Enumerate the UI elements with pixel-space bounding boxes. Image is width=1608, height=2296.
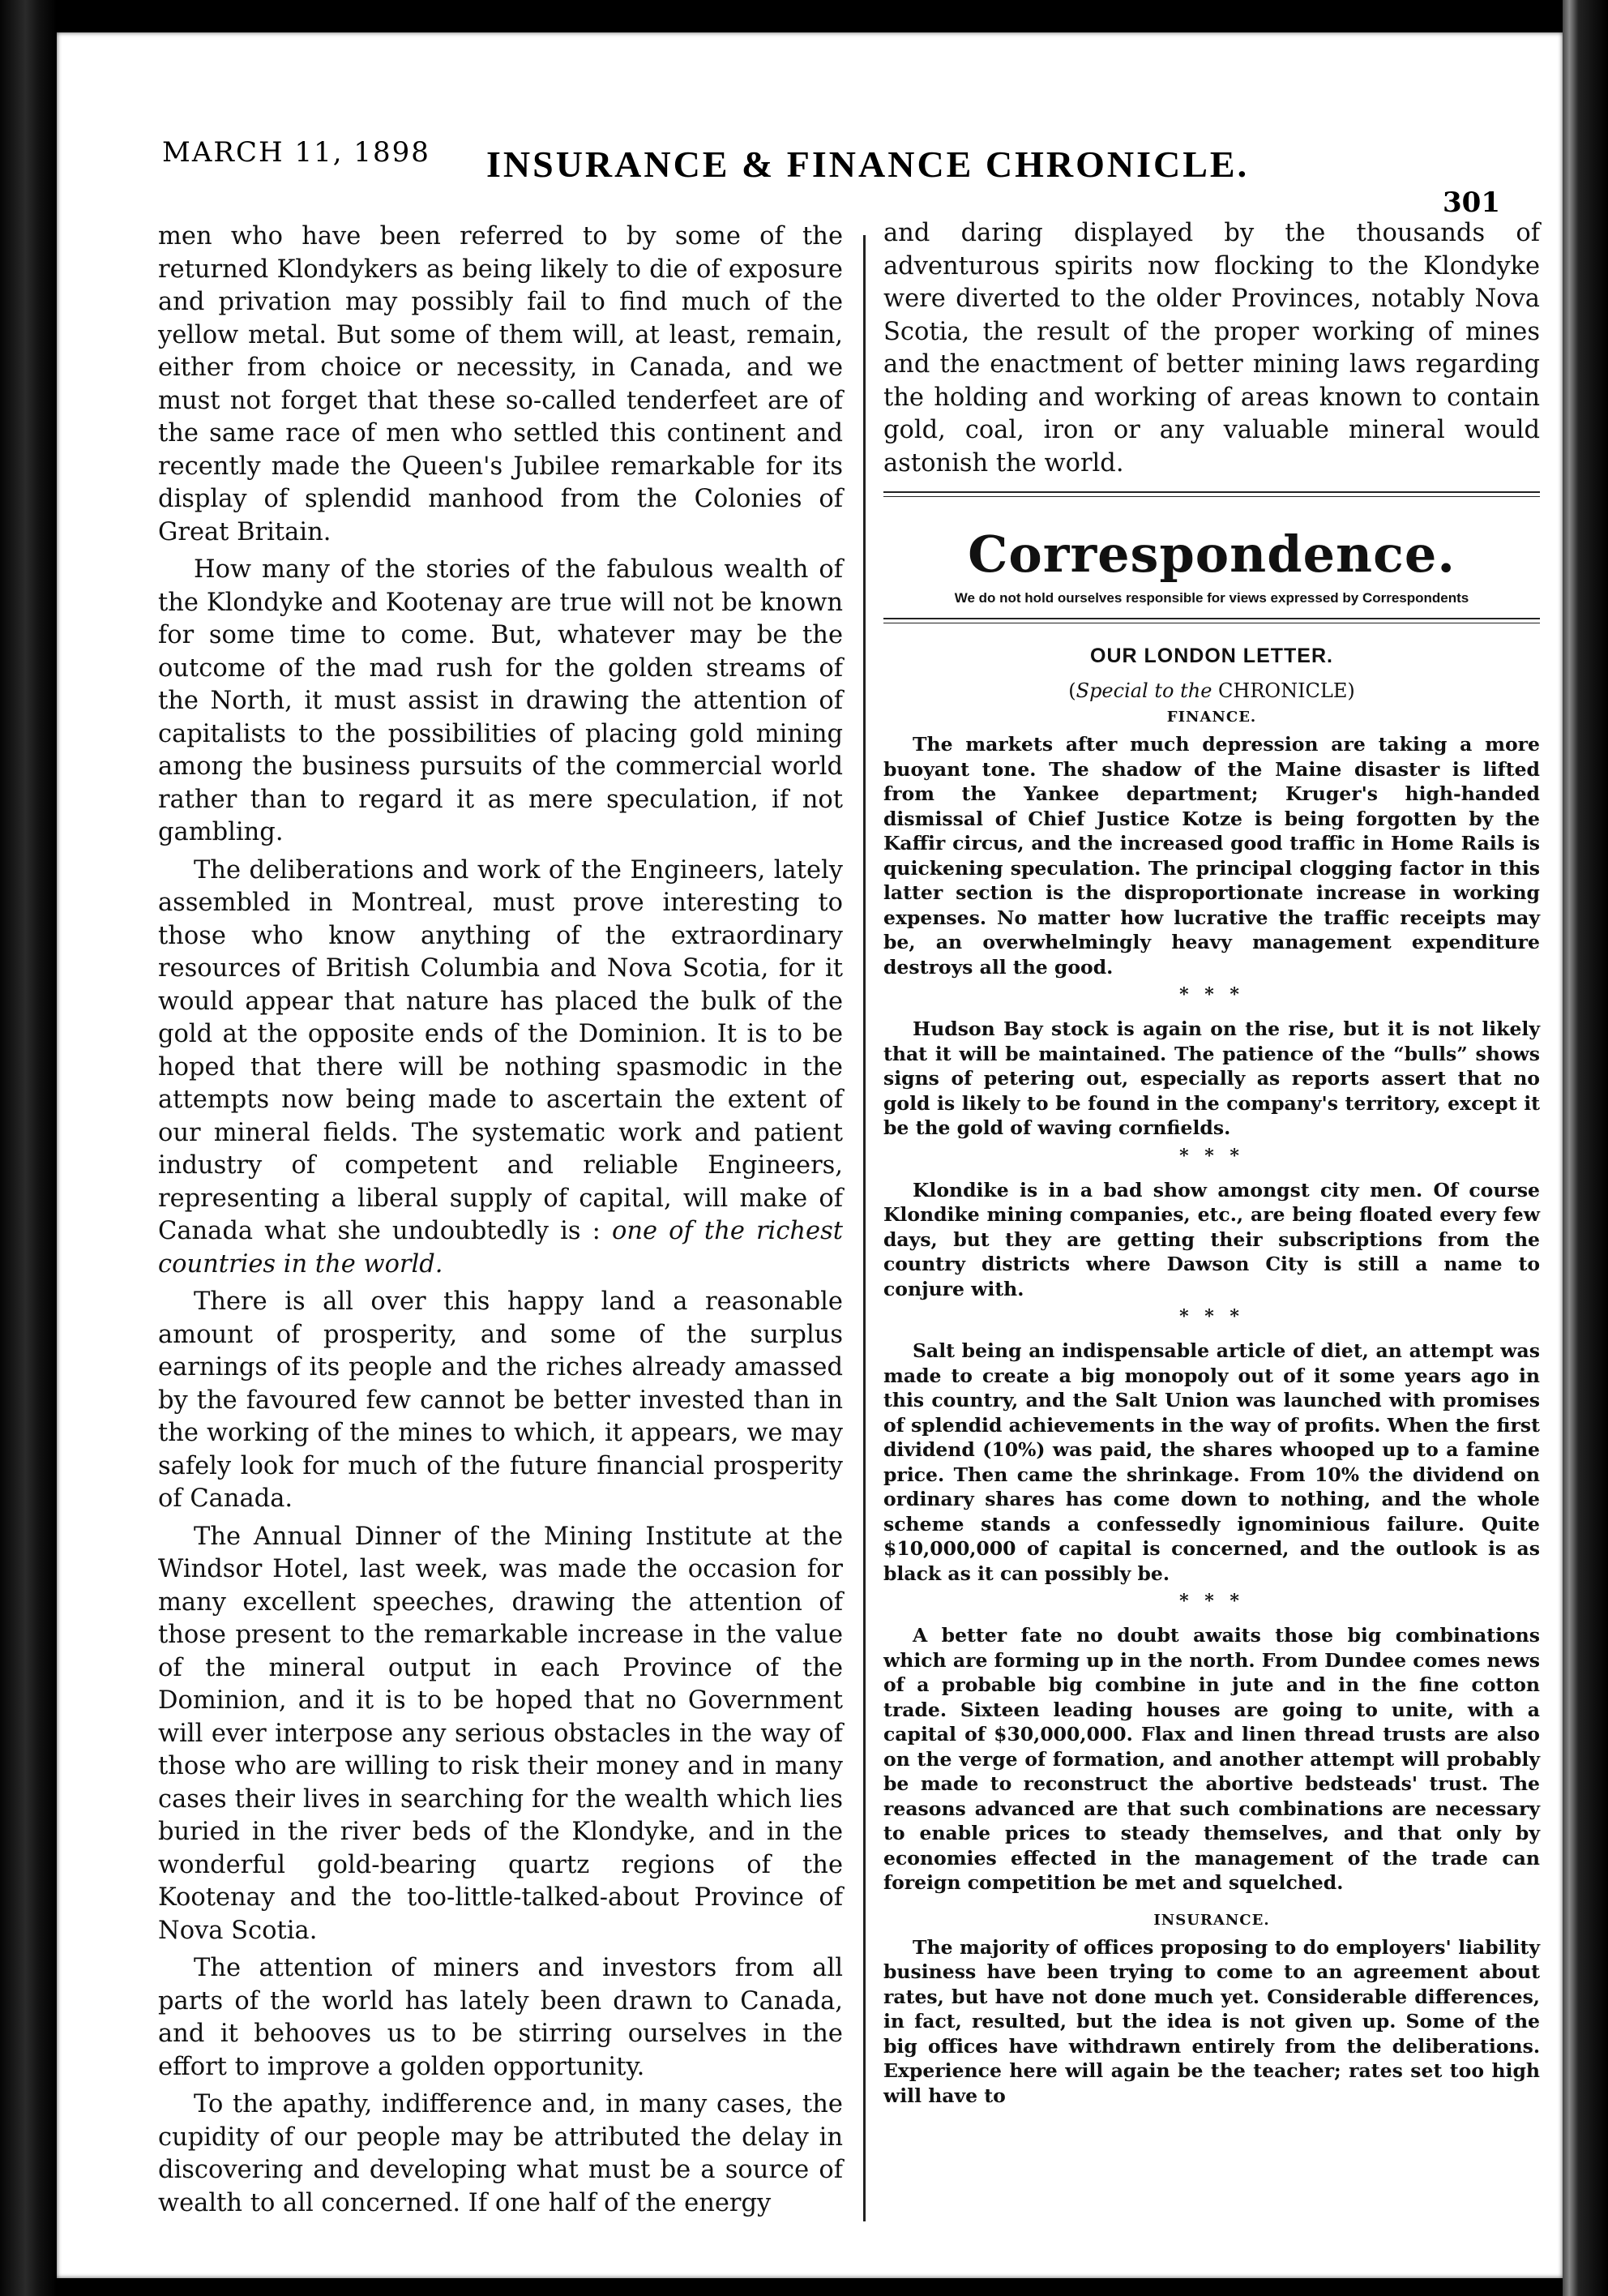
news-paragraph: The markets after much depression are taking a more buoyant tone. The shadow of the Maine disaster is lifted from the Yankee department; Kruger's high-handed dismissal of Chief Justice Kotze is being forgotten by the Kaffir circus, and the increased good traffic in Home Rails is quickening speculation. The principal clogging factor in this latter section is the disproportionate increase in working expenses. No matter how lucrative the traffic receipts may be, an overwhelmingly heavy management expenditure destroys all the good.	[883, 733, 1540, 979]
publication-title: INSURANCE & FINANCE CHRONICLE.	[486, 144, 1250, 185]
page-number: 301	[1443, 186, 1500, 219]
news-paragraph: Salt being an indispensable article of diet, an attempt was made to create a big monopoly out of it some years ago in this country, and the Salt Union was launched with promises of splendid achievements in the way of profits. When the first dividend (10%) was paid, the shares whooped up to a famine price. Then came the shrinkage. From 10% the dividend on ordinary shares has come down to nothing, and the whole scheme stands a confessedly ignominious failure. Quite $10,000,000 of capital is concerned, and the outlook is as black as it can possibly be.	[883, 1339, 1540, 1585]
article-subtitle: (Special to the CHRONICLE)	[1068, 679, 1355, 702]
news-paragraph: Hudson Bay stock is again on the rise, but it is not likely that it will be maintained. The patience of the “bulls” shows signs of petering out, especially as reports assert that no gold is likely to be found in the company's territory, except it be the gold of waving cornfields.	[883, 1017, 1540, 1139]
separator: * * *	[1179, 984, 1244, 1005]
emphasis-text: one of the richest countries in the world.	[158, 1217, 843, 1279]
page-edge-shadow	[1563, 0, 1608, 2296]
article-title: OUR LONDON LETTER.	[1090, 645, 1333, 667]
insurance-section	[883, 1935, 1540, 2109]
finance-heading: FINANCE.	[1166, 709, 1257, 726]
correspondence-disclaimer: We do not hold ourselves responsible for views expressed by Correspondents	[954, 590, 1469, 606]
paragraph	[158, 855, 843, 1282]
scanned-page	[57, 32, 1563, 2278]
paragraph: How many of the stories of the fabulous wealth of the Klondyke and Kootenay are true will not be known for some time to come. But, whatever may be the outcome of the mad rush for the golden streams of the North, it must assist in drawing the attention of capitalists to the possibilities of placing gold mining among the business pursuits of the commercial world rather than to regard it as mere speculation, if not gambling.	[158, 555, 843, 846]
news-paragraph: Klondike is in a bad show amongst city men. Of course Klondike mining companies, etc., are being floated every few days, but they are getting their subscriptions from the country districts where Dawson City is still a name to conjure with.	[883, 1178, 1540, 1300]
column-divider	[863, 235, 866, 2221]
news-paragraph: A better fate no doubt awaits those big combinations which are forming up in the north. From Dundee comes news of a probable big combine in jute and in the fine cotton trade. Sixteen leading houses are going to unite, with a capital of $30,000,000. Flax and linen thread trusts are also on the verge of formation, and another attempt will probably be made to reconstruct the abortive bedsteads' trust. The reasons advanced are that such combinations are necessary to enable prices to steady themselves, and that only by economies effected in the management of the trade can foreign competition be met and squelched.	[883, 1624, 1540, 1894]
header-date: MARCH 11, 1898	[162, 136, 430, 169]
paragraph-text: The deliberations and work of the Engineers, lately assembled in Montreal, must prove interesting to those who know anything of the extraordinary resources of British Columbia and Nova Scotia, for it would appear that nature has placed the bulk of the gold at the opposite ends of the Dominion. It is to be hoped that there will be nothing spasmodic in the attempts now being made to ascertain the extent of our mineral fields. The systematic work and patient industry of competent and reliable Engineers, representing a liberal supply of capital, will make of Canada what she undoubtedly is :	[158, 855, 843, 1245]
paragraph: To the apathy, indifference and, in many cases, the cupidity of our people may be attributed the delay in discovering and developing what must be a source of wealth to all concerned. If one half of the energy	[158, 2090, 843, 2217]
correspondence-heading: Correspondence.	[968, 525, 1456, 584]
subtitle-italic: Special to the	[1076, 679, 1212, 702]
news-paragraph: The majority of offices proposing to do employers' liability business have been trying to come to an agreement about rates, but have not done much yet. Considerable differences, in fact, resulted, but the idea is not given up. Some of the big offices have withdrawn entirely from the deliberations. Experience here will again be the teacher; rates set too high will have to	[883, 1935, 1540, 2107]
section-rule	[883, 618, 1540, 623]
section-rule	[883, 491, 1540, 497]
insurance-heading: INSURANCE.	[1153, 1911, 1270, 1929]
left-column	[158, 221, 843, 2225]
paragraph: The Annual Dinner of the Mining Institute at the Windsor Hotel, last week, was made the occasion for many excellent speeches, drawing the attention of those present to the remarkable increase in the value of the mineral output in each Province of the Dominion, and it is to be hoped that no Government will ever interpose any serious obstacles in the way of those who are willing to risk their money and in many cases their lives in searching for the wealth which lies buried in the river beds of the Klondyke, and in the wonderful gold-bearing quartz regions of the Kootenay and the too-little-talked-about Province of Nova Scotia.	[158, 1522, 843, 1945]
running-header	[57, 105, 1563, 219]
paragraph: men who have been referred to by some of the returned Klondykers as being likely to die of exposure and privation may possibly fail to find much of the yellow metal. But some of them will, at least, remain, either from choice or necessity, in Canada, and we must not forget that these so-called tenderfeet are of the same race of men who settled this continent and recently made the Queen's Jubilee remarkable for its display of splendid manhood from the Colonies of Great Britain.	[158, 222, 843, 546]
paragraph: and daring displayed by the thousands of adventurous spirits now flocking to the Klondyke were diverted to the older Provinces, notably Nova Scotia, the result of the proper working of mines and the enactment of better mining laws regarding the holding and working of areas known to contain gold, coal, iron or any valuable mineral would astonish the world.	[883, 219, 1540, 478]
right-column	[883, 217, 1540, 2108]
subtitle-text: CHRONICLE	[1218, 679, 1348, 702]
separator: * * *	[1179, 1145, 1244, 1167]
paragraph: There is all over this happy land a reasonable amount of prosperity, and some of the surplus earnings of its people and the riches already amassed by the favoured few cannot be better invested than in the working of the mines to which, it appears, we may safely look for much of the future financial prosperity of Canada.	[158, 1287, 843, 1513]
separator: * * *	[1179, 1591, 1244, 1612]
book-spine-shadow	[0, 0, 57, 2296]
finance-section	[883, 732, 1540, 1895]
paragraph: The attention of miners and investors from all parts of the world has lately been drawn to Canada, and it behooves us to be stirring ourselves in the effort to improve a golden opportunity.	[158, 1954, 843, 2081]
separator: * * *	[1179, 1306, 1244, 1327]
